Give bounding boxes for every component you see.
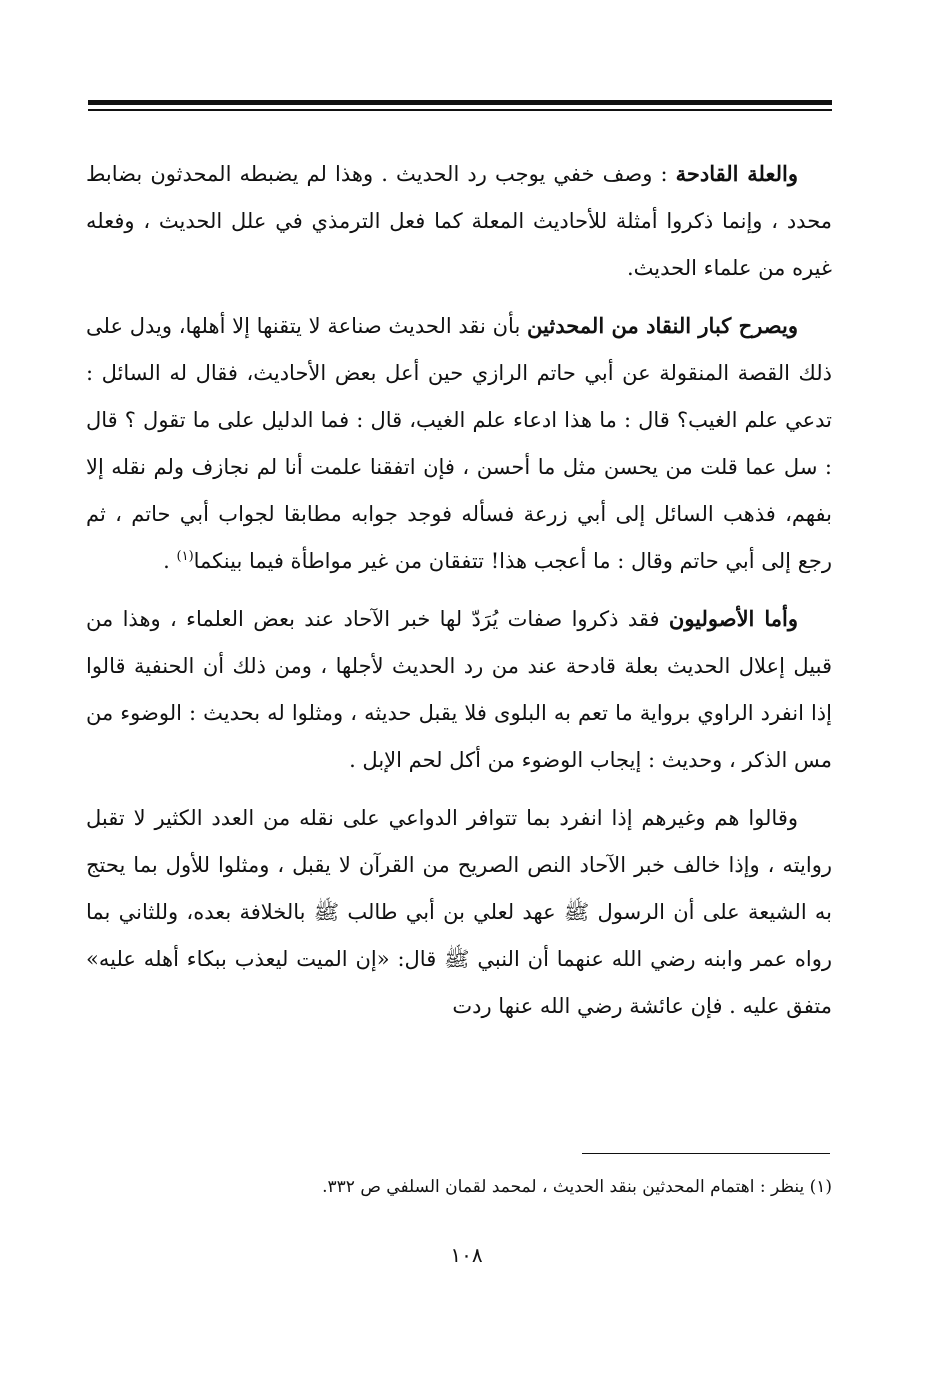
paragraph-text: فقد ذكروا صفات يُرَدّ لها خبر الآحاد عند بعض العلماء ، وهذا من قبيل إعلال الحديث بعلة قادحة عند من رد الحديث لأجلها ، ومن ذلك أن الحنفية قالوا إذا انفرد الراوي برواية ما تعم به البلوى فلا يقبل حديثه ، ومثلوا له بحديث : الوضوء من مس الذكر ، وحديث : إيجاب الوضوء من أكل لحم الإبل . <box>86 607 832 772</box>
page-number: ١٠٨ <box>450 1243 483 1267</box>
paragraph-4 <box>86 794 832 1030</box>
header-rule-thick <box>88 100 832 105</box>
paragraph-tail: . <box>163 549 177 573</box>
paragraph-text: : وصف خفي يوجب رد الحديث . وهذا لم يضبطه المحدثون بضابط محدد ، وإنما ذكروا أمثلة للأحاديث المعلة كما فعل الترمذي في علل الحديث ، وفعله غيره من علماء الحديث. <box>86 162 832 280</box>
footnote-reference[interactable]: (١) <box>176 549 194 564</box>
paragraph-1 <box>86 150 832 292</box>
header-rule-thin <box>88 109 832 111</box>
paragraph-text: وقالوا هم وغيرهم إذا انفرد بما تتوافر الدواعي على نقله من العدد الكثير لا تقبل روايته ، وإذا خالف خبر الآحاد النص الصريح من القرآن لا يقبل ، ومثلوا للأول بما يحتج به الشيعة على أن الرسول ﷺ عهد لعلي بن أبي طالب ﷺ بالخلافة بعده، وللثاني بما رواه عمر وابنه رضي الله عنهما أن النبي ﷺ قال: «إن الميت ليعذب ببكاء أهله عليه» متفق عليه . فإن عائشة رضي الله عنها ردت <box>86 806 832 1018</box>
footnote: (١) ينظر : اهتمام المحدثين بنقد الحديث ، لمحمد لقمان السلفي ص ٣٣٢. <box>322 1177 832 1197</box>
main-text <box>86 150 832 1030</box>
paragraph-lead: ويصرح كبار النقاد من المحدثين <box>527 313 798 338</box>
paragraph-text: بأن نقد الحديث صناعة لا يتقنها إلا أهلها، ويدل على ذلك القصة المنقولة عن أبي حاتم الرازي حين أعل بعض الأحاديث، فقال له السائل : تدعي علم الغيب؟ قال : ما هذا ادعاء علم الغيب، قال : فما الدليل على ما تقول ؟ قال : سل عما قلت من يحسن مثل ما أحسن ، فإن اتفقنا علمت أنا لم نجازف ولم نقله إلا بفهم، فذهب السائل إلى أبي زرعة فسأله فوجد جوابه مطابقا لجواب أبي حاتم ، ثم رجع إلى أبي حاتم وقال : ما أعجب هذا! تتفقان من غير مواطأة فيما بينكما <box>86 314 832 573</box>
paragraph-3 <box>86 595 832 784</box>
footnote-separator <box>582 1153 830 1154</box>
paragraph-lead: والعلة القادحة <box>675 161 798 186</box>
paragraph-2 <box>86 302 832 585</box>
paragraph-lead: وأما الأصوليون <box>668 606 798 631</box>
